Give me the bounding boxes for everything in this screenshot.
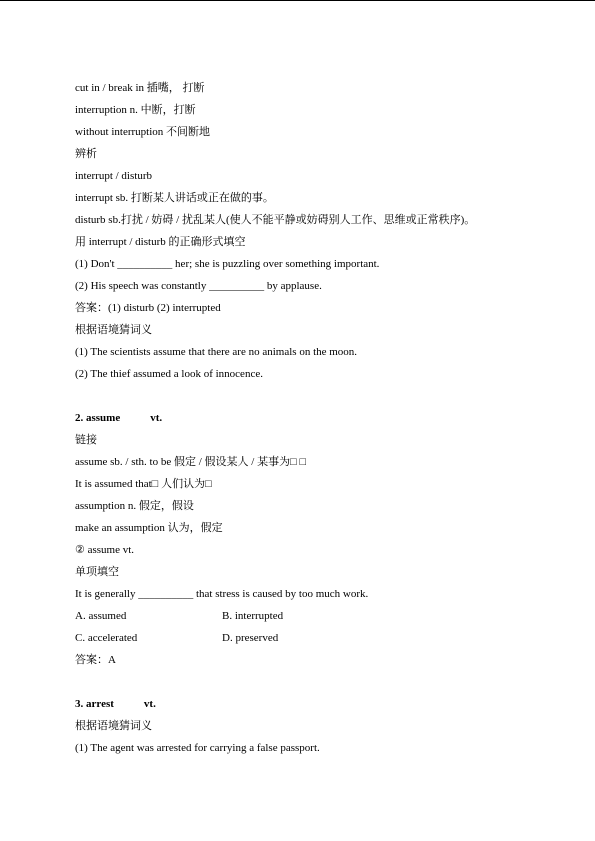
option-c: C. accelerated bbox=[75, 632, 138, 644]
option-a: A. assumed bbox=[75, 610, 127, 622]
part-of-speech: vt. bbox=[143, 698, 156, 710]
exercise-line: (2) His speech was constantly __________ by applause. bbox=[75, 280, 322, 292]
text-line: interrupt sb. 打断某人讲话或正在做的事。 bbox=[75, 192, 274, 204]
text-line: (1) The agent was arrested for carrying a false passport. bbox=[75, 742, 320, 754]
text-line: (1) The scientists assume that there are no animals on the moon. bbox=[75, 346, 358, 358]
options-row bbox=[75, 627, 575, 649]
text-line: without interruption 不间断地 bbox=[75, 126, 211, 138]
answer-line: 答案：A bbox=[75, 654, 116, 666]
document-body bbox=[75, 77, 575, 759]
text-line: 辨析 bbox=[75, 148, 97, 160]
text-line: It is assumed that□ 人们认为□ bbox=[75, 478, 212, 490]
text-line: 用 interrupt / disturb 的正确形式填空 bbox=[75, 236, 246, 248]
section-heading-arrest bbox=[75, 693, 575, 715]
text-line: disturb sb.打扰 / 妨碍 / 扰乱某人(使人不能平静或妨碍别人工作、思维或正常秩序)。 bbox=[75, 214, 476, 226]
text-line: cut in / break in 插嘴， 打断 bbox=[75, 82, 205, 94]
part-of-speech: vt. bbox=[150, 412, 163, 424]
text-line: 单项填空 bbox=[75, 566, 119, 578]
text-line: 根据语境猜词义 bbox=[75, 720, 152, 732]
spacer bbox=[75, 385, 575, 407]
options-row bbox=[75, 605, 575, 627]
section-title: 3. arrest bbox=[75, 698, 114, 710]
text-line: assumption n. 假定，假设 bbox=[75, 500, 194, 512]
text-line: interruption n. 中断，打断 bbox=[75, 104, 196, 116]
text-line: assume sb. / sth. to be 假定 / 假设某人 / 某事为□ □ bbox=[75, 456, 307, 468]
text-line: interrupt / disturb bbox=[75, 170, 152, 182]
option-d: D. preserved bbox=[222, 632, 279, 644]
spacer bbox=[75, 671, 575, 693]
exercise-line: (1) Don't __________ her; she is puzzling over something important. bbox=[75, 258, 380, 270]
answer-line: 答案：(1) disturb (2) interrupted bbox=[75, 302, 221, 314]
exercise-line: It is generally __________ that stress is caused by too much work. bbox=[75, 588, 369, 600]
text-line: 根据语境猜词义 bbox=[75, 324, 152, 336]
text-line: ② assume vt. bbox=[75, 544, 135, 556]
text-line: make an assumption 认为，假定 bbox=[75, 522, 223, 534]
section-heading-assume bbox=[75, 407, 575, 429]
section-title: 2. assume bbox=[75, 412, 121, 424]
text-line: 链接 bbox=[75, 434, 97, 446]
text-line: (2) The thief assumed a look of innocence. bbox=[75, 368, 263, 380]
top-border bbox=[0, 0, 595, 1]
option-b: B. interrupted bbox=[222, 610, 284, 622]
